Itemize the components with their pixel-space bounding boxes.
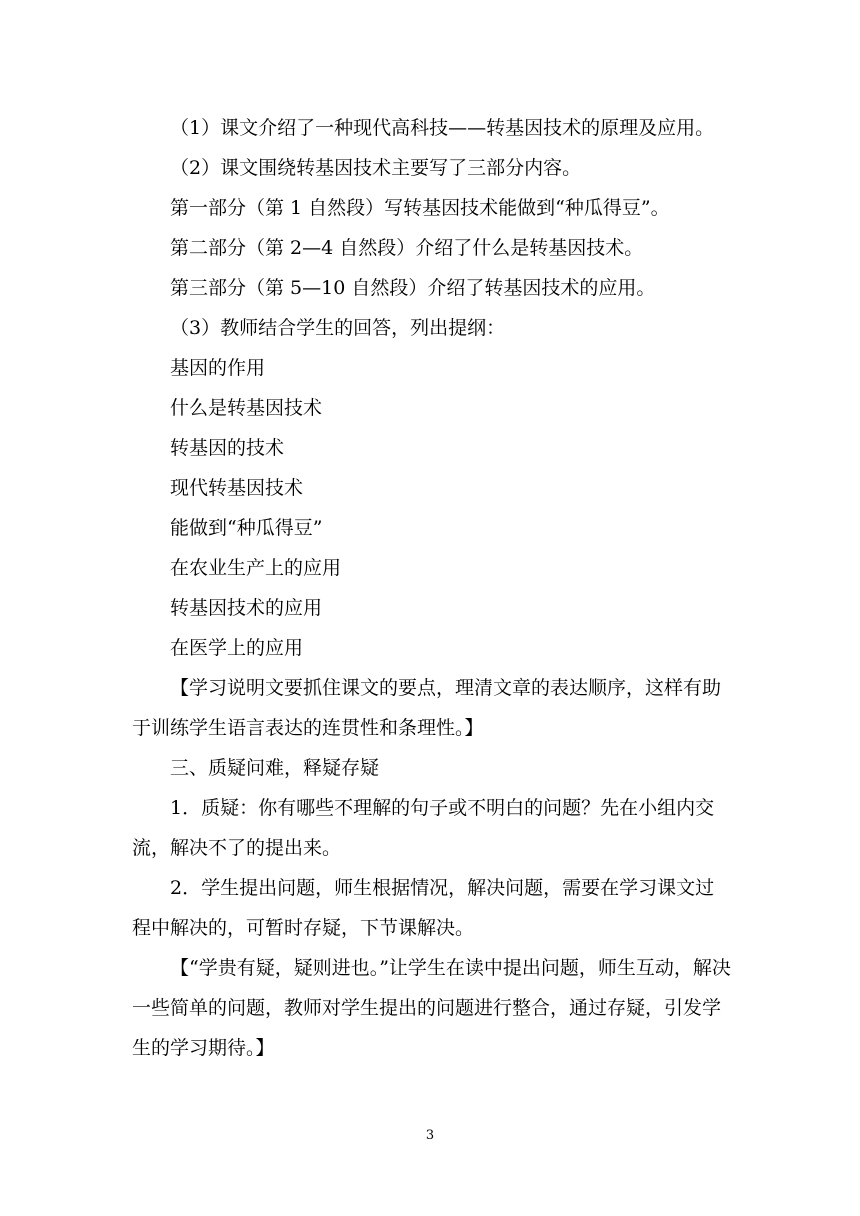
paragraph-summary: （1）课文介绍了一种现代高科技——转基因技术的原理及应用。	[170, 117, 715, 139]
teaching-note: 【学习说明文要抓住课文的要点，理清文章的表达顺序，这样有助于训练学生语言表达的连贯性和条理性。】	[132, 677, 722, 739]
outline-item: 现代转基因技术	[170, 477, 304, 499]
outline-item: 在医学上的应用	[170, 637, 304, 659]
paragraph-part-one: 第一部分（第 1 自然段）写转基因技术能做到“种瓜得豆”。	[170, 197, 670, 219]
outline-item: 转基因技术的应用	[170, 597, 323, 619]
paragraph-outline-intro: （3）教师结合学生的回答，列出提纲：	[170, 317, 506, 339]
paragraph-part-three: 第三部分（第 5—10 自然段）介绍了转基因技术的应用。	[170, 277, 656, 299]
paragraph-structure: （2）课文围绕转基因技术主要写了三部分内容。	[170, 157, 582, 179]
page-body	[132, 108, 732, 1068]
page-number: 3	[425, 1128, 435, 1143]
numbered-step: 2．学生提出问题，师生根据情况，解决问题，需要在学习课文过程中解决的，可暂时存疑，下节课解决。	[132, 877, 715, 939]
section-heading: 三、质疑问难，释疑存疑	[170, 757, 380, 779]
outline-item: 能做到“种瓜得豆”	[170, 517, 323, 539]
teaching-note: 【“学贵有疑，疑则进也。”让学生在读中提出问题，师生互动，解决一些简单的问题，教师对学生提出的问题进行整合，通过存疑，引发学生的学习期待。】	[132, 957, 731, 1059]
paragraph-part-two: 第二部分（第 2—4 自然段）介绍了什么是转基因技术。	[170, 237, 644, 259]
outline-item: 转基因的技术	[170, 437, 285, 459]
outline-item: 在农业生产上的应用	[170, 557, 342, 579]
outline-item: 基因的作用	[170, 357, 266, 379]
outline-item: 什么是转基因技术	[170, 397, 323, 419]
numbered-step: 1．质疑：你有哪些不理解的句子或不明白的问题？先在小组内交流，解决不了的提出来。	[132, 797, 715, 859]
